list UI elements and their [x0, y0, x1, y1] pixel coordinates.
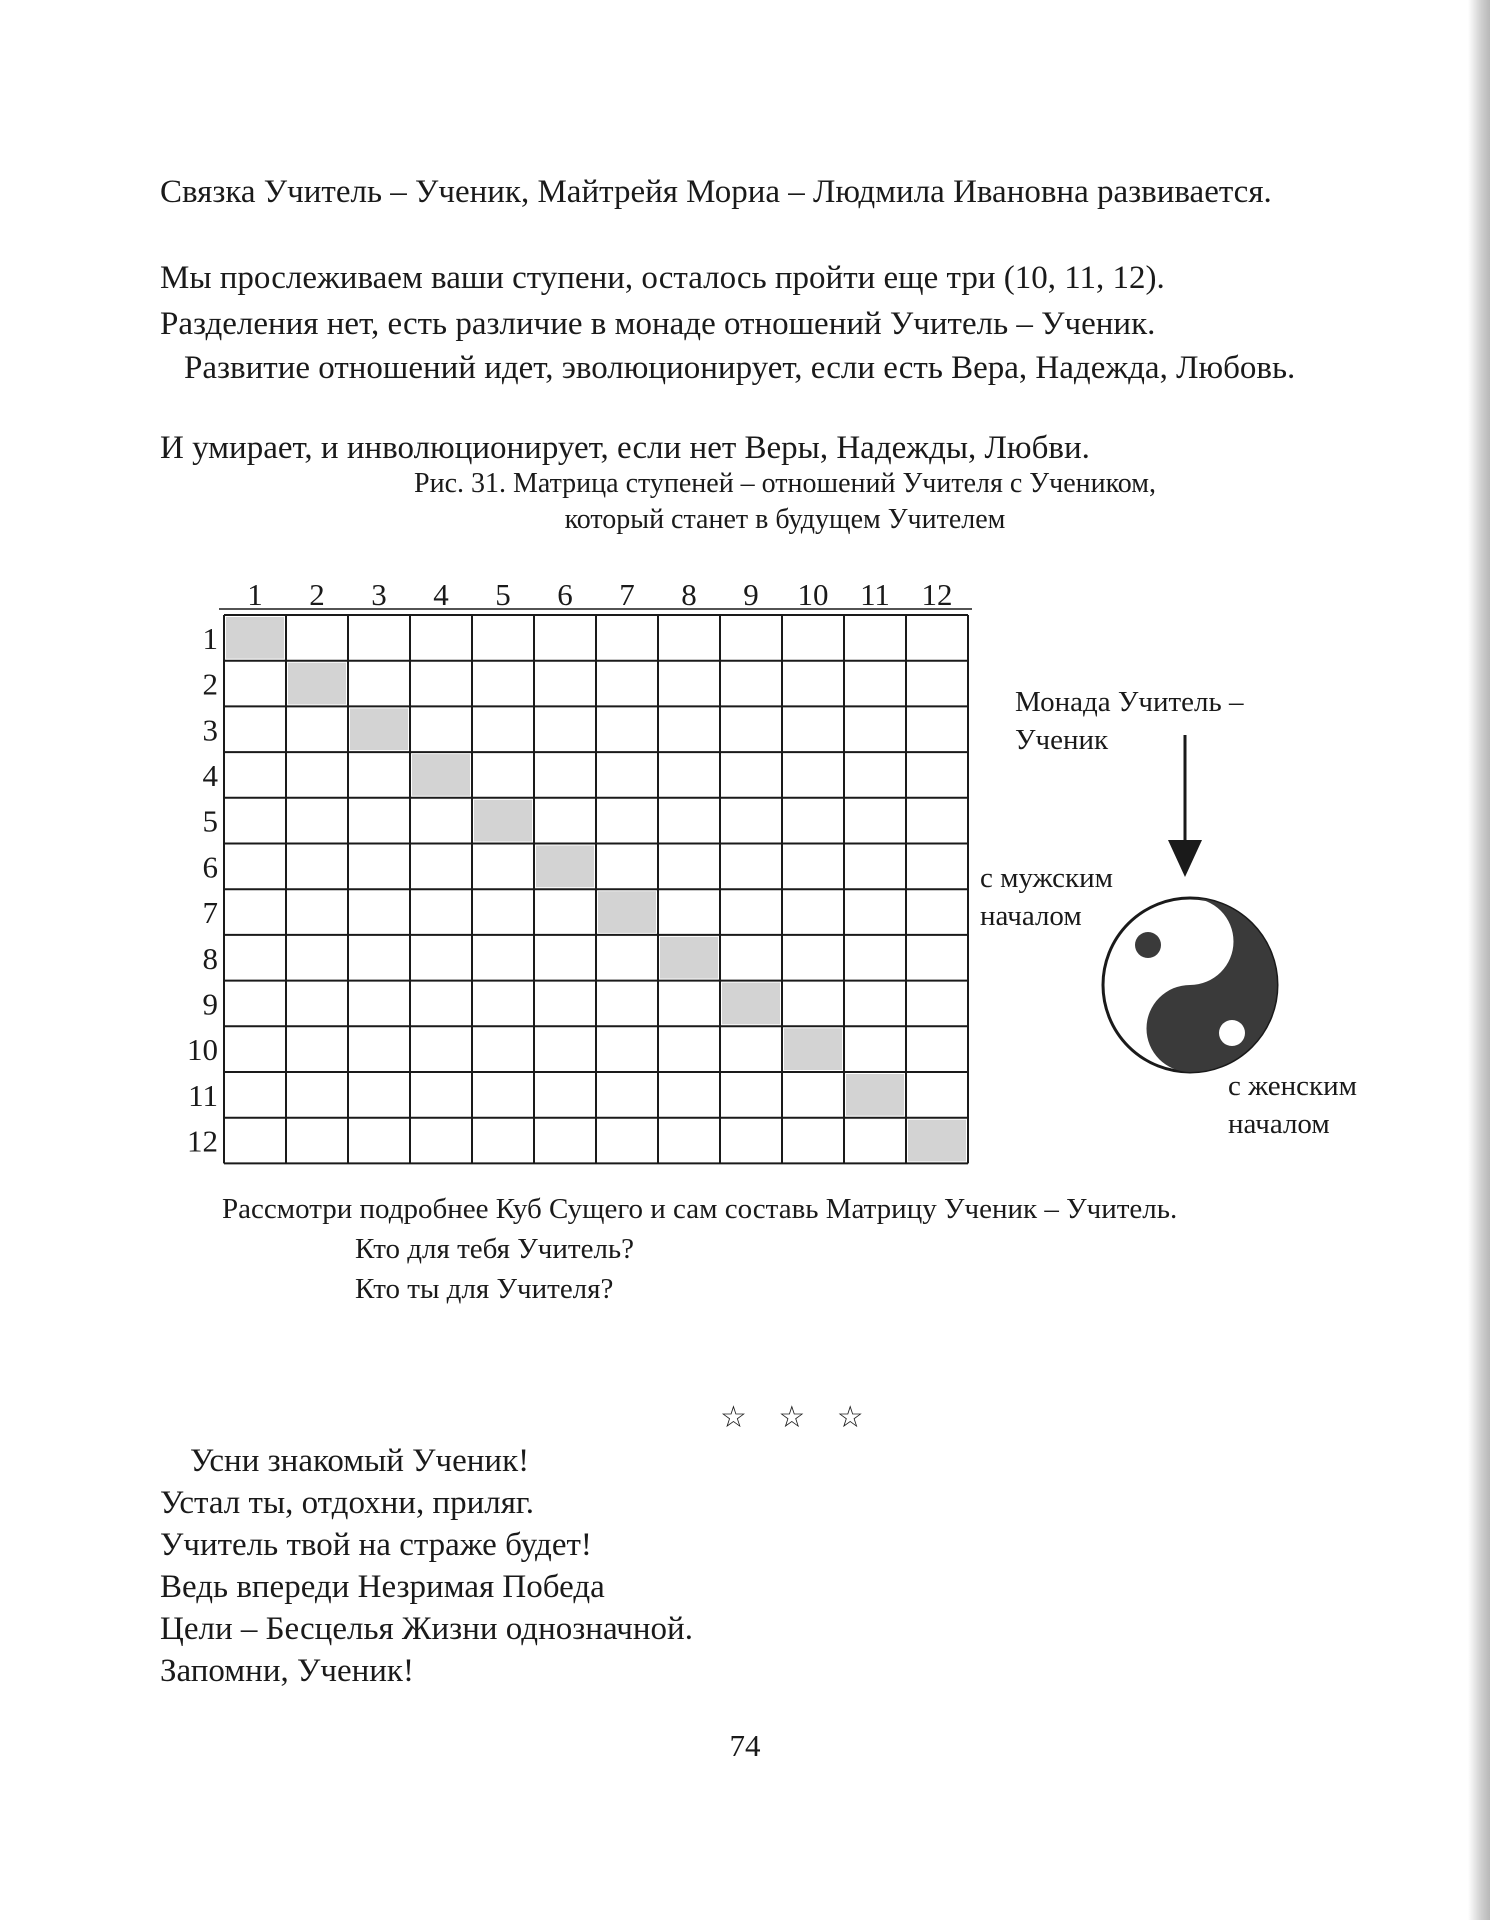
paragraph-1: Связка Учитель – Ученик, Майтрейя Мориа – Людмила Ивановна развивается. — [160, 174, 1272, 210]
highlight-cell-9 — [722, 983, 780, 1025]
column-header: 6 — [557, 577, 573, 612]
highlight-cell-12 — [908, 1120, 966, 1162]
male-label-line-2: началом — [980, 900, 1082, 932]
poem-line-1: Усни знакомый Ученик! — [190, 1443, 530, 1479]
highlight-cell-7 — [598, 891, 656, 933]
monad-label-line-1: Монада Учитель – — [1015, 686, 1244, 718]
column-header: 12 — [921, 577, 953, 612]
step-matrix — [0, 0, 1000, 1180]
column-header: 10 — [797, 577, 829, 612]
poem-line-5: Цели – Бесцелья Жизни однозначной. — [160, 1611, 693, 1647]
poem-line-3: Учитель твой на страже будет! — [160, 1527, 592, 1563]
column-header: 7 — [619, 577, 635, 612]
row-header: 2 — [202, 666, 218, 702]
female-label-line-1: с женским — [1228, 1070, 1357, 1102]
highlight-cell-6 — [536, 846, 594, 888]
row-header: 4 — [202, 757, 218, 793]
highlight-cell-5 — [474, 800, 532, 842]
column-header: 2 — [309, 577, 325, 612]
highlight-cell-11 — [846, 1074, 904, 1116]
monad-label-line-2: Ученик — [1015, 724, 1109, 756]
page-edge-shadow — [1468, 0, 1490, 1920]
paragraph-2: Мы прослеживаем ваши ступени, осталось пройти еще три (10, 11, 12). — [160, 260, 1165, 296]
highlight-cell-2 — [288, 663, 346, 705]
row-header: 11 — [188, 1077, 218, 1113]
highlight-cell-1 — [226, 617, 284, 659]
column-header: 5 — [495, 577, 511, 612]
column-header: 11 — [860, 577, 890, 612]
section-separator: ☆ ☆ ☆ — [720, 1401, 876, 1434]
poem-line-2: Устал ты, отдохни, приляг. — [160, 1485, 534, 1521]
column-header: 8 — [681, 577, 697, 612]
yin-yang-icon — [1100, 895, 1280, 1075]
instruction-line-1: Рассмотри подробнее Куб Сущего и сам составь Матрицу Ученик – Учитель. — [222, 1193, 1178, 1225]
instruction-line-2: Кто для тебя Учитель? — [355, 1233, 635, 1265]
highlight-cell-10 — [784, 1028, 842, 1070]
highlight-cell-8 — [660, 937, 718, 979]
row-header: 6 — [202, 849, 218, 885]
row-header: 1 — [202, 620, 218, 656]
male-label-line-1: с мужским — [980, 862, 1113, 894]
row-header: 10 — [187, 1032, 218, 1068]
down-arrow-icon — [1160, 735, 1210, 880]
row-header: 8 — [202, 940, 218, 976]
column-header: 9 — [743, 577, 759, 612]
instruction-line-3: Кто ты для Учителя? — [355, 1273, 614, 1305]
paragraph-5: И умирает, и инволюционирует, если нет Веры, Надежды, Любви. — [160, 430, 1090, 466]
column-header: 4 — [433, 577, 449, 612]
female-label-line-2: началом — [1228, 1108, 1330, 1140]
poem-line-6: Запомни, Ученик! — [160, 1653, 414, 1689]
highlight-cell-3 — [350, 708, 408, 750]
page-number: 74 — [729, 1728, 761, 1763]
paragraph-4: Развитие отношений идет, эволюционирует, если есть Вера, Надежда, Любовь. — [184, 350, 1296, 386]
row-header: 9 — [202, 986, 218, 1022]
row-header: 12 — [187, 1123, 218, 1159]
figure-caption-line-2: который станет в будущем Учителем — [564, 504, 1006, 535]
row-header: 3 — [202, 712, 218, 748]
paragraph-3: Разделения нет, есть различие в монаде отношений Учитель – Ученик. — [160, 306, 1156, 342]
row-header: 5 — [202, 803, 218, 839]
column-header: 1 — [247, 577, 263, 612]
figure-caption-line-1: Рис. 31. Матрица ступеней – отношений Учителя с Учеником, — [414, 468, 1156, 499]
highlight-cell-4 — [412, 754, 470, 796]
row-header: 7 — [202, 895, 218, 931]
poem-line-4: Ведь впереди Незримая Победа — [160, 1569, 605, 1605]
column-header: 3 — [371, 577, 387, 612]
